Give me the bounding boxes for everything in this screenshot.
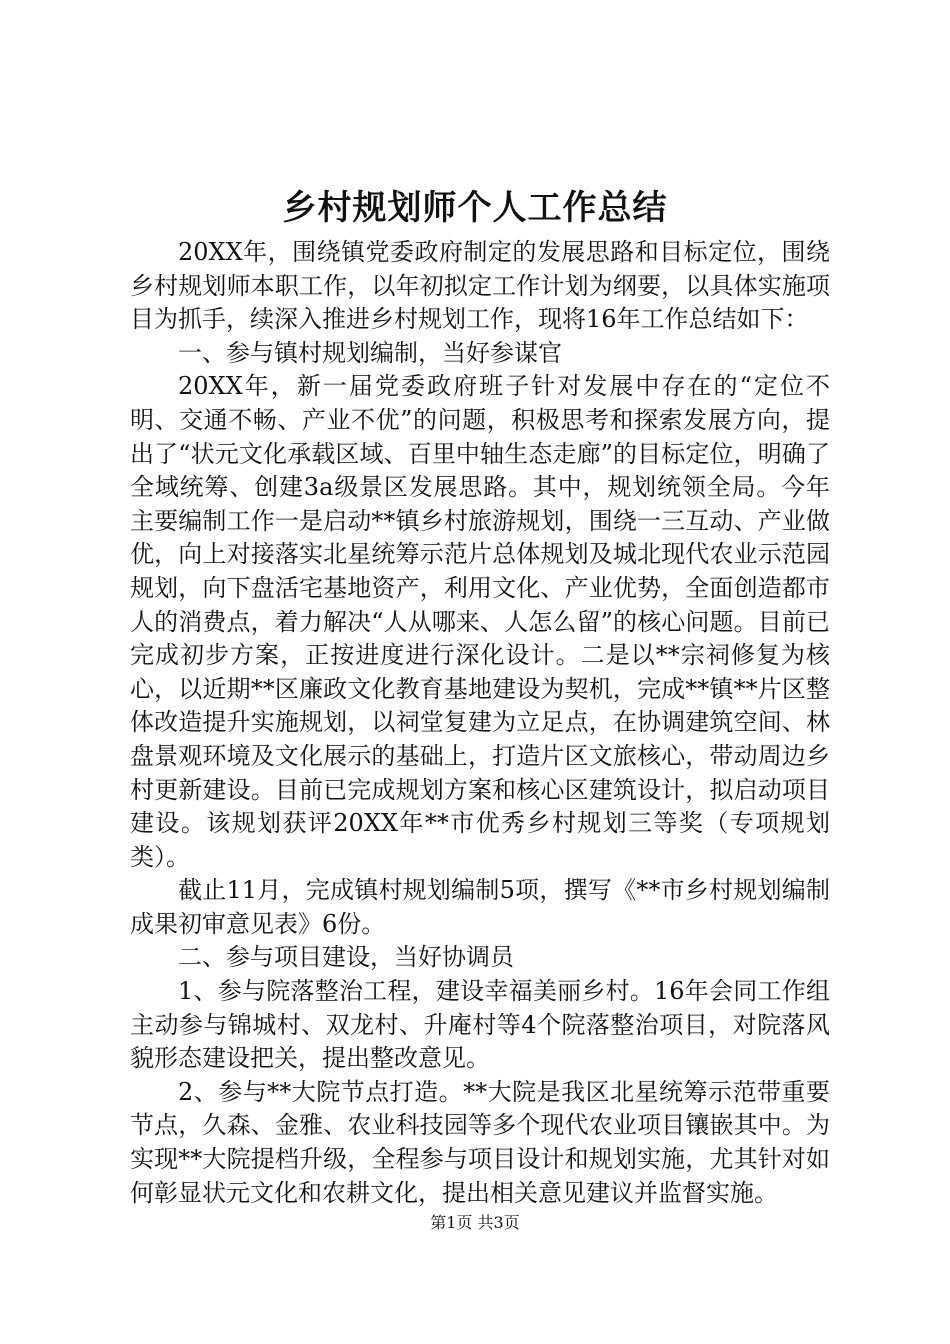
page-number-footer: 第1页 共3页: [430, 1213, 520, 1232]
section-heading-2: 二、参与项目建设，当好协调员: [178, 943, 514, 972]
paragraph-planning: 20XX年，新一届党委政府班子针对发展中存在的“定位不明、交通不畅、产业不优”的问题，积极思考和探索发展方向，提出了“状元文化承载区域、百里中轴生态走廊”的目标定位，明确了全域统筹、创建3a级景区发展思路。其中，规划统领全局。今年主要编制工作一是启动**镇乡村旅游规划，围绕一三互动、产业做优，向上对接落实北星统筹示范片总体规划及城北现代农业示范园规划，向下盘活宅基地资产，利用文化、产业优势，全面创造都市人的消费点，着力解决“人从哪来、人怎么留”的核心问题。目前已完成初步方案，正按进度进行深化设计。二是以**宗祠修复为核心，以近期**区廉政文化教育基地建设为契机，完成**镇**片区整体改造提升实施规划，以祠堂复建为立足点，在协调建筑空间、林盘景观环境及文化展示的基础上，打造片区文旅核心，带动周边乡村更新建设。目前已完成规划方案和核心区建筑设计，拟启动项目建设。该规划获评20XX年**市优秀乡村规划三等奖（专项规划类）。: [130, 372, 830, 871]
document-body: [130, 236, 830, 1210]
section-heading-1: 一、参与镇村规划编制，当好参谋官: [178, 338, 562, 367]
document-title: 乡村规划师个人工作总结: [282, 188, 668, 228]
paragraph-compound: 2、参与**大院节点打造。**大院是我区北星统筹示范带重要节点，久森、金雅、农业科技园等多个现代农业项目镶嵌其中。为实现**大院提档升级，全程参与项目设计和规划实施，尤其针对如何彰显状元文化和农耕文化，提出相关意见建议并监督实施。: [130, 1077, 830, 1207]
paragraph-planning-summary: 截止11月，完成镇村规划编制5项，撰写《**市乡村规划编制成果初审意见表》6份。: [130, 876, 830, 938]
paragraph-courtyard: 1、参与院落整治工程，建设幸福美丽乡村。16年会同工作组主动参与锦城村、双龙村、升庵村等4个院落整治项目，对院落风貌形态建设把关，提出整改意见。: [130, 977, 830, 1073]
paragraph-intro: 20XX年，围绕镇党委政府制定的发展思路和目标定位，围绕乡村规划师本职工作，以年初拟定工作计划为纲要，以具体实施项目为抓手，续深入推进乡村规划工作，现将16年工作总结如下：: [130, 238, 830, 334]
